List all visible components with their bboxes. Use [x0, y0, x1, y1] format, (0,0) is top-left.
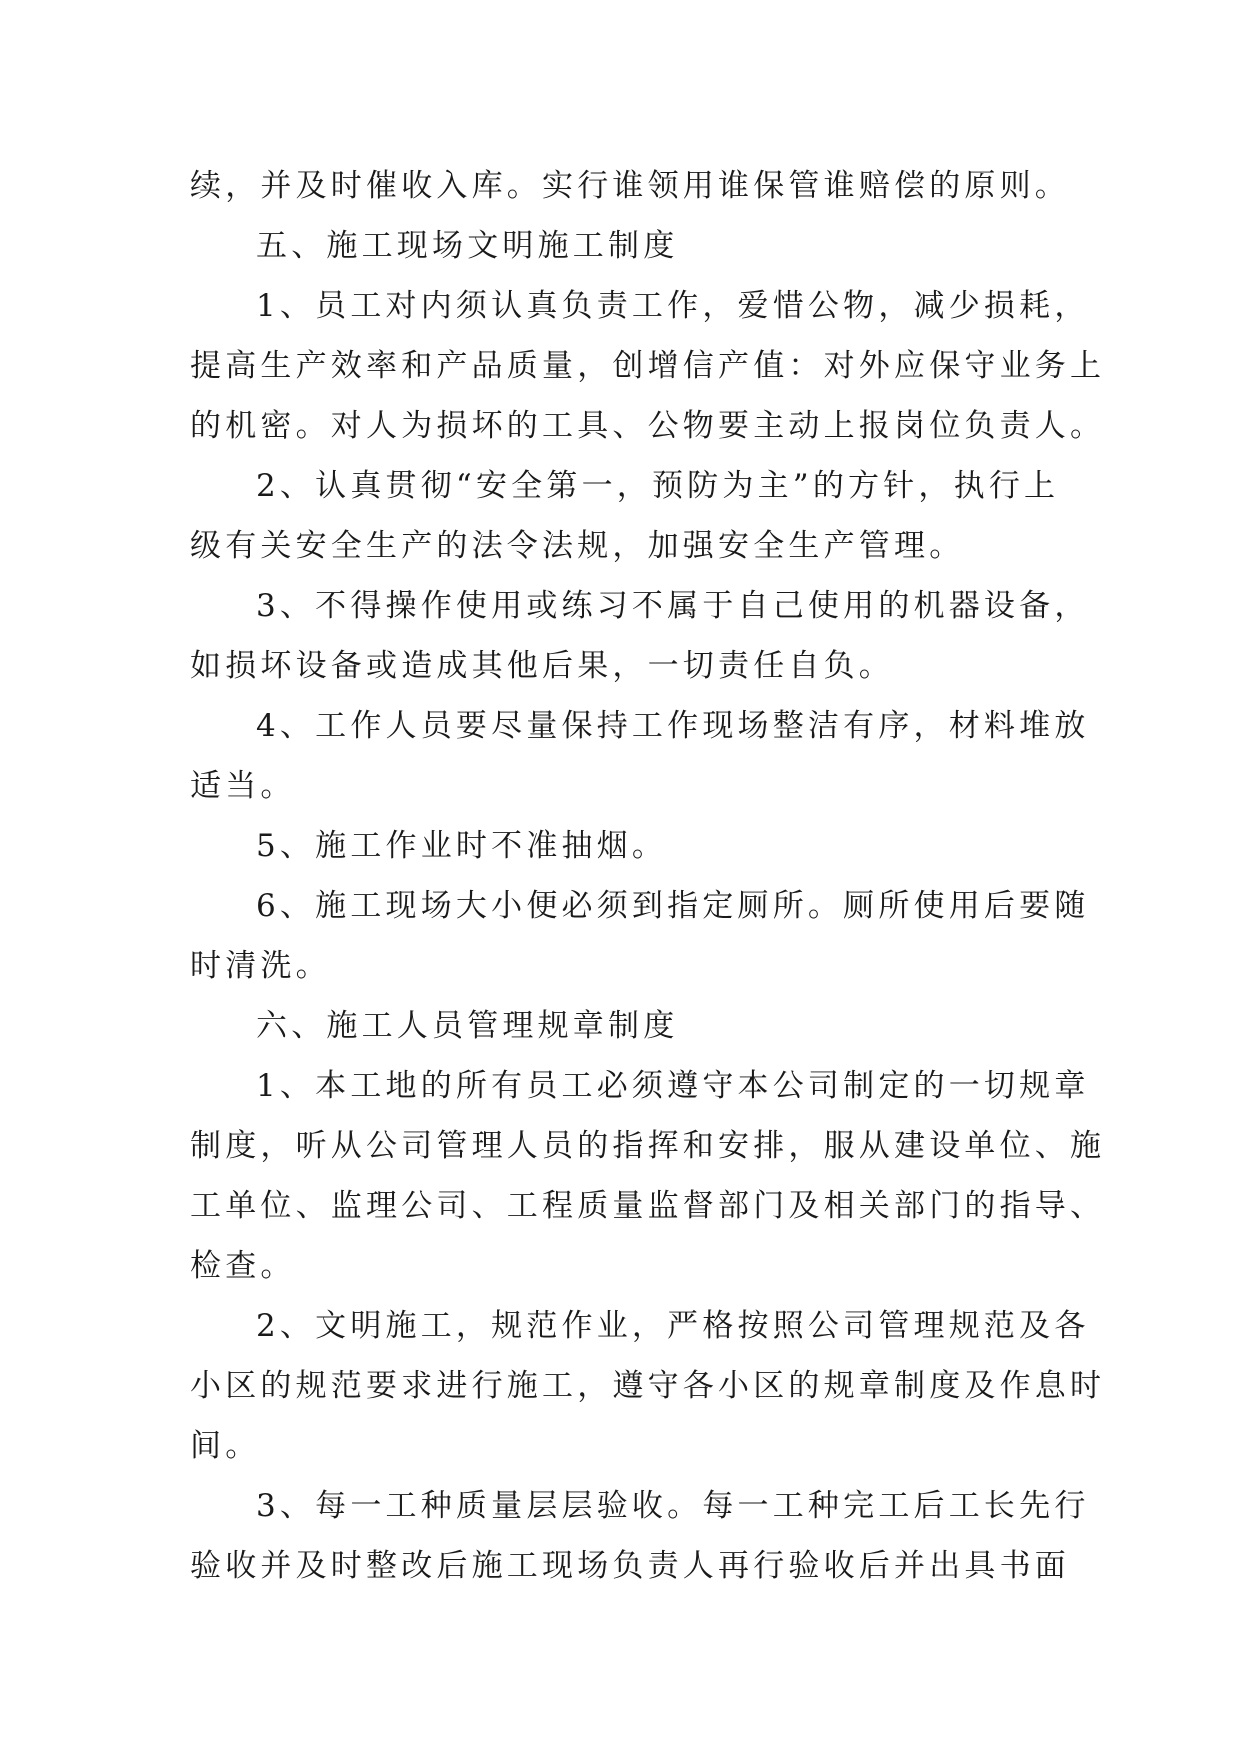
text-line: 适当。	[190, 768, 296, 804]
text-line: 制度，听从公司管理人员的指挥和安排，服从建设单位、施	[190, 1128, 1106, 1164]
text-line: 小区的规范要求进行施工，遵守各小区的规章制度及作息时	[190, 1368, 1106, 1404]
text-line: 工单位、监理公司、工程质量监督部门及相关部门的指导、	[190, 1188, 1106, 1224]
text-line: 2、文明施工，规范作业，严格按照公司管理规范及各	[256, 1308, 1090, 1344]
text-line: 2、认真贯彻“安全第一，预防为主”的方针，执行上	[256, 468, 1060, 504]
section-heading: 六、施工人员管理规章制度	[256, 1008, 679, 1044]
text-line: 的机密。对人为损坏的工具、公物要主动上报岗位负责人。	[190, 408, 1106, 444]
text-line: 检查。	[190, 1248, 296, 1284]
text-line: 验收并及时整改后施工现场负责人再行验收后并出具书面	[190, 1548, 1070, 1584]
text-line: 4、工作人员要尽量保持工作现场整洁有序，材料堆放	[256, 708, 1090, 744]
text-line: 时清洗。	[190, 948, 331, 984]
text-line: 1、员工对内须认真负责工作，爱惜公物，减少损耗，	[256, 288, 1090, 324]
text-line: 提高生产效率和产品质量，创增信产值：对外应保守业务上	[190, 348, 1106, 384]
text-line: 3、每一工种质量层层验收。每一工种完工后工长先行	[256, 1488, 1090, 1524]
text-line: 间。	[190, 1428, 261, 1464]
text-line: 6、施工现场大小便必须到指定厕所。厕所使用后要随	[256, 888, 1090, 924]
text-line: 续，并及时催收入库。实行谁领用谁保管谁赔偿的原则。	[190, 168, 1070, 204]
text-line: 3、不得操作使用或练习不属于自己使用的机器设备，	[256, 588, 1090, 624]
section-heading: 五、施工现场文明施工制度	[256, 228, 679, 264]
text-line: 如损坏设备或造成其他后果，一切责任自负。	[190, 648, 894, 684]
text-line: 级有关安全生产的法令法规，加强安全生产管理。	[190, 528, 965, 564]
text-line: 5、施工作业时不准抽烟。	[256, 828, 668, 864]
text-line: 1、本工地的所有员工必须遵守本公司制定的一切规章	[256, 1068, 1090, 1104]
